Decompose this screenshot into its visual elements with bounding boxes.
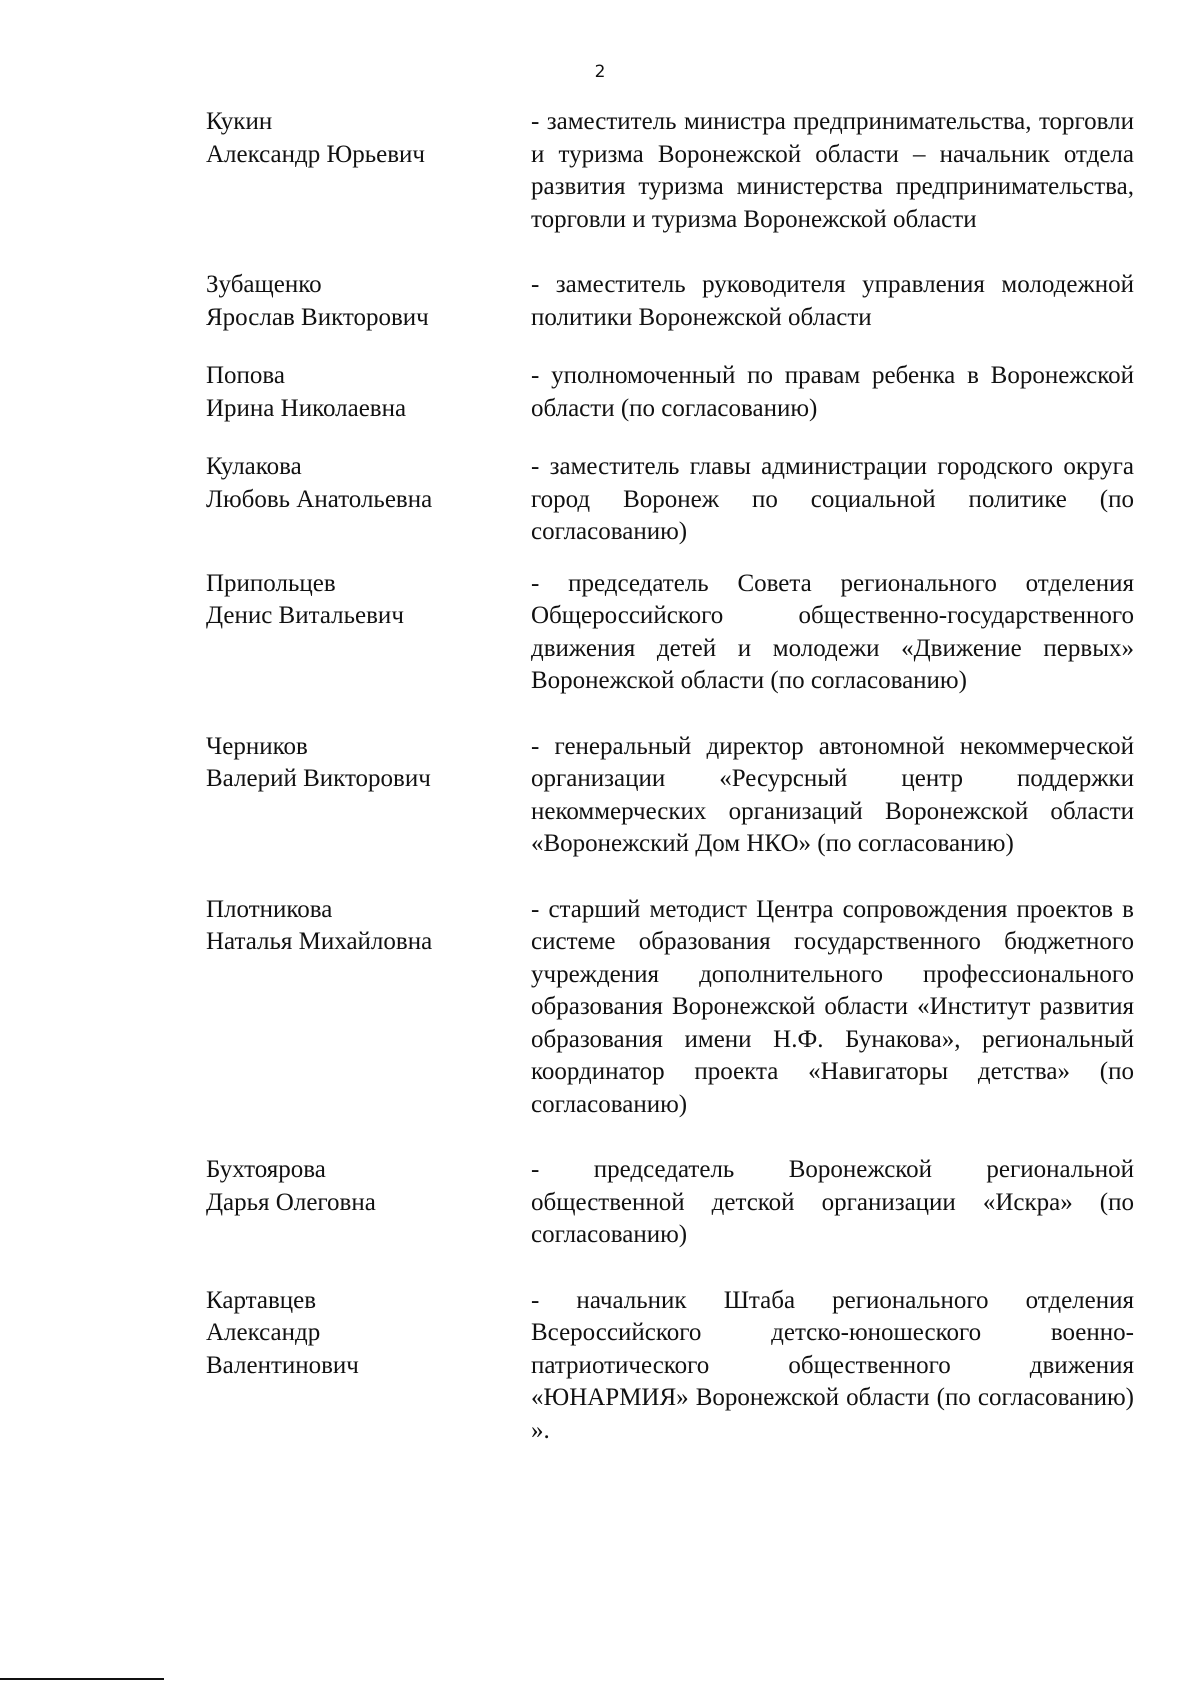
member-position: - заместитель руководителя управления молодежной политики Воронежской области — [531, 271, 1134, 331]
member-name: Бухтоярова Дарья Олеговна — [206, 1156, 376, 1216]
member-entry — [206, 269, 1134, 334]
member-entry — [206, 360, 1134, 425]
member-position: - заместитель министра предпринимательства, торговли и туризма Воронежской области – начальник отдела развития туризма министерства предпринимательства, торговли и туризма Воронежской области — [531, 108, 1134, 233]
member-name: Припольцев Денис Витальевич — [206, 569, 404, 629]
member-entry — [206, 1285, 1134, 1448]
member-list — [206, 106, 1134, 1447]
member-position: - уполномоченный по правам ребенка в Воронежской области (по согласованию) — [531, 362, 1134, 422]
member-name: Плотникова Наталья Михайловна — [206, 895, 433, 955]
member-position: - старший методист Центра сопровождения проектов в системе образования государственного бюджетного учреждения дополнительного профессионального образования Воронежской области «Институт развития образования имени Н.Ф. Бунакова», региональный координатор проекта «Навигаторы детства» (по согласованию) — [531, 895, 1134, 1118]
member-position: - председатель Воронежской региональной общественной детской организации «Искра» (по согласованию) — [531, 1156, 1134, 1248]
footnote-separator — [0, 1678, 164, 1680]
member-position: - начальник Штаба регионального отделения Всероссийского детско-юношеского военно-патриотического общественного движения «ЮНАРМИЯ» Воронежской области (по согласованию) ». — [531, 1286, 1134, 1444]
member-position: - генеральный директор автономной некоммерческой организации «Ресурсный центр поддержки некоммерческих организаций Воронежской области «Воронежский Дом НКО» (по согласованию) — [531, 732, 1134, 857]
member-name: Картавцев Александр Валентинович — [206, 1286, 359, 1379]
page-number: 2 — [594, 62, 606, 82]
member-name: Кукин Александр Юрьевич — [206, 108, 425, 168]
member-name: Зубащенко Ярослав Викторович — [206, 271, 429, 331]
member-entry — [206, 1154, 1134, 1252]
member-name: Черников Валерий Викторович — [206, 732, 431, 792]
member-entry — [206, 731, 1134, 861]
member-position: - председатель Совета регионального отделения Общероссийского общественно-государственного движения детей и молодежи «Движение первых» Воронежской области (по согласованию) — [531, 569, 1134, 694]
member-name: Кулакова Любовь Анатольевна — [206, 453, 433, 513]
member-entry — [206, 894, 1134, 1122]
member-name: Попова Ирина Николаевна — [206, 362, 407, 422]
member-entry — [206, 106, 1134, 236]
member-entry — [206, 451, 1134, 549]
member-entry — [206, 568, 1134, 698]
member-position: - заместитель главы администрации городского округа город Воронеж по социальной политике (по согласованию) — [531, 453, 1134, 545]
